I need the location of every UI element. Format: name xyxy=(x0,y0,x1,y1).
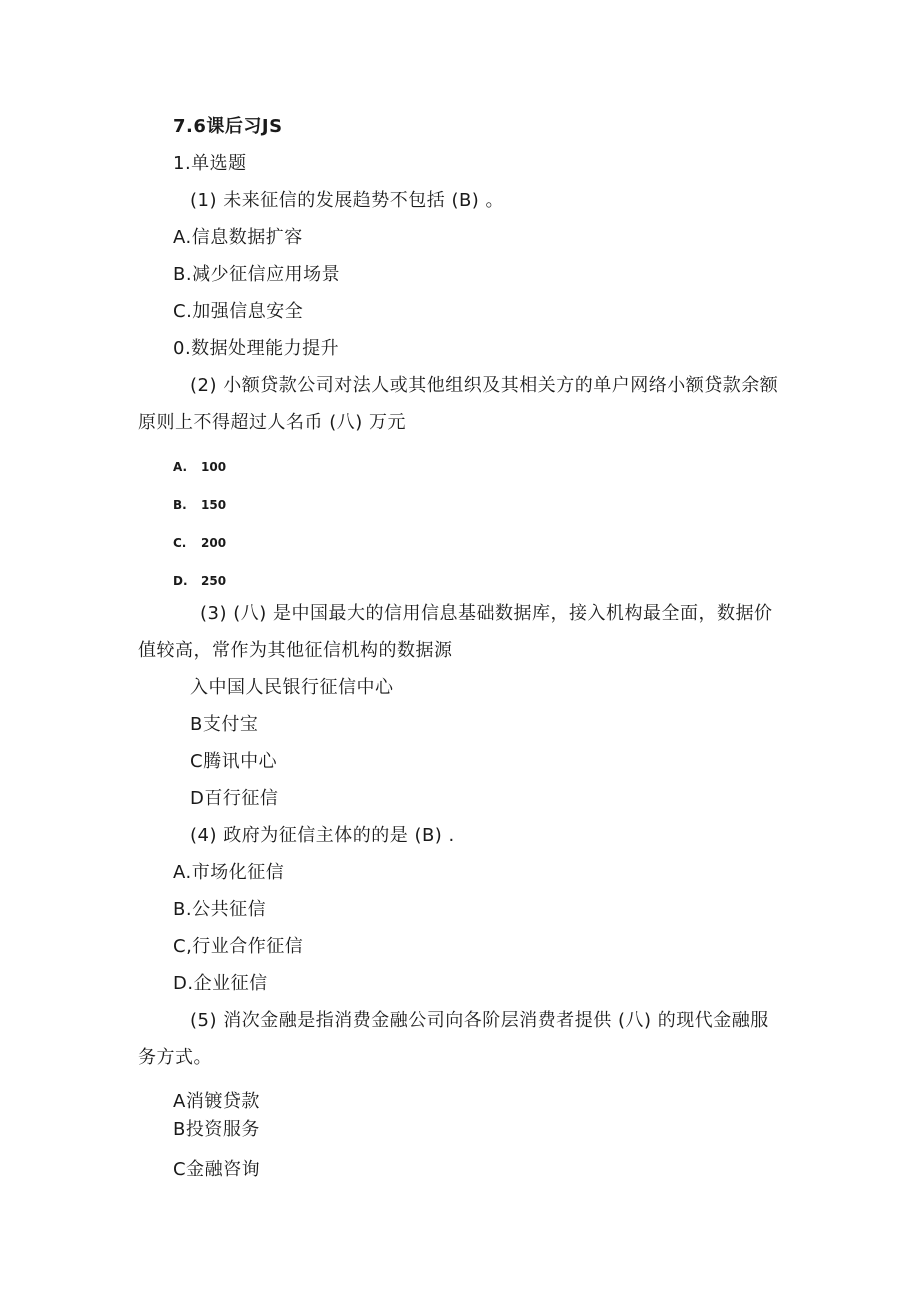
q1-option-c: C.加强信息安全 xyxy=(173,301,304,322)
option-letter: D. xyxy=(173,574,188,588)
q5-stem-line1: (5) 消次金融是指消费金融公司向各阶层消费者提供 (八) 的现代金融服 xyxy=(190,1010,769,1031)
q1-option-b: B.减少征信应用场景 xyxy=(173,264,341,285)
q3-option-a: 入中国人民银行征信中心 xyxy=(190,677,394,698)
option-value: 250 xyxy=(201,574,227,588)
q2-option-d xyxy=(173,573,227,589)
option-value: 150 xyxy=(201,498,227,512)
q2-stem-line1: (2) 小额贷款公司对法人或其他组织及其相关方的单户网络小额贷款余额 xyxy=(190,375,779,396)
heading: 7.6课后习JS xyxy=(173,116,283,137)
q3-option-d: D百行征信 xyxy=(190,788,279,809)
q3-option-c: C腾讯中心 xyxy=(190,751,278,772)
q1-option-d: 0.数据处理能力提升 xyxy=(173,338,340,359)
q4-stem: (4) 政府为征信主体的的是 (B) . xyxy=(190,825,455,846)
q3-stem-line2: 值较高，常作为其他征信机构的数据源 xyxy=(138,640,453,661)
option-letter: C. xyxy=(173,536,187,550)
option-letter: B. xyxy=(173,498,187,512)
q5-stem-line2: 务方式。 xyxy=(138,1047,212,1068)
q4-option-b: B.公共征信 xyxy=(173,899,267,920)
option-letter: A. xyxy=(173,460,188,474)
section-title: 1.单选题 xyxy=(173,153,247,174)
q4-option-d: D.企业征信 xyxy=(173,973,268,994)
q5-option-a: A消镀贷款 xyxy=(173,1091,260,1112)
q3-stem-line1: (3) (八) 是中国最大的信用信息基础数据库，接入机构最全面，数据价 xyxy=(200,603,773,624)
option-value: 200 xyxy=(201,536,227,550)
q4-option-c: C,行业合作征信 xyxy=(173,936,304,957)
q2-option-b xyxy=(173,497,227,513)
q2-option-a xyxy=(173,459,227,475)
q5-option-b: B投资服务 xyxy=(173,1119,260,1140)
q2-stem-line2: 原则上不得超过人名币 (八) 万元 xyxy=(138,412,406,433)
option-value: 100 xyxy=(201,460,227,474)
q1-option-a: A.信息数据扩容 xyxy=(173,227,303,248)
q2-option-c xyxy=(173,535,227,551)
q4-option-a: A.市场化征信 xyxy=(173,862,285,883)
q1-stem: (1) 未来征信的发展趋势不包括 (B) 。 xyxy=(190,190,505,211)
q3-option-b: B支付宝 xyxy=(190,714,259,735)
q5-option-c: C金融咨询 xyxy=(173,1159,261,1180)
